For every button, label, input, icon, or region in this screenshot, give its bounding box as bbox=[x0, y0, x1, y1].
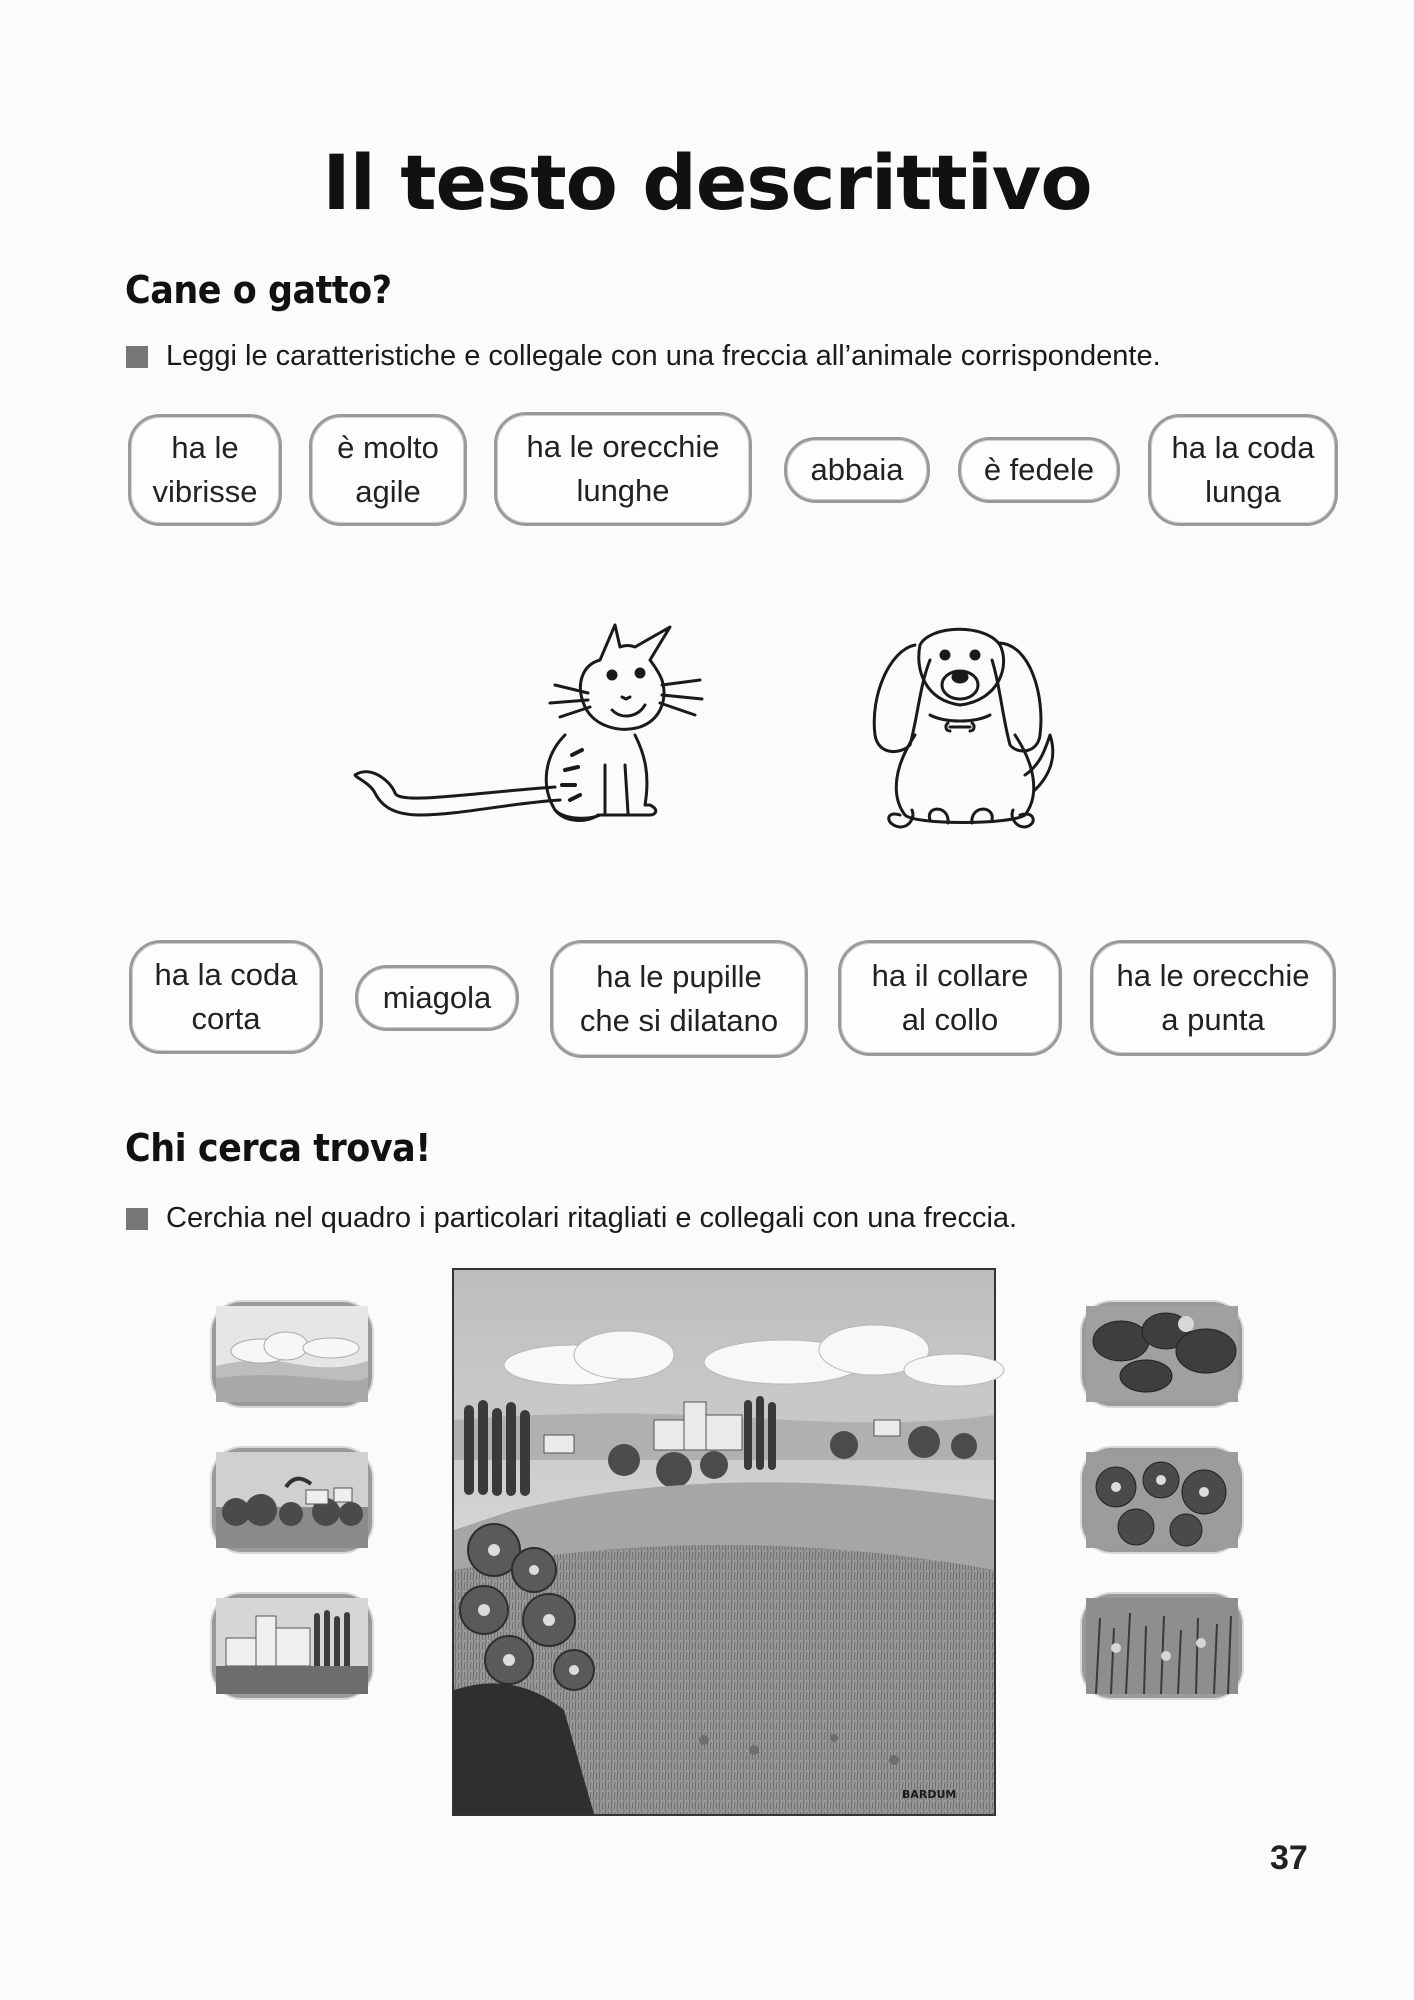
label-box-orecchie-punta[interactable]: ha le orecchie a punta bbox=[1090, 940, 1336, 1056]
dog-illustration bbox=[860, 605, 1080, 835]
instruction-1-text: Leggi le caratteristiche e collegale con una freccia all’animale corrispondente. bbox=[166, 340, 1161, 372]
square-bullet-icon bbox=[126, 1208, 148, 1230]
square-bullet-icon bbox=[126, 346, 148, 368]
instruction-2 bbox=[126, 1202, 1017, 1235]
label-box-vibrisse[interactable]: ha le vibrisse bbox=[128, 414, 282, 526]
label-box-orecchie-lunghe[interactable]: ha le orecchie lunghe bbox=[494, 412, 752, 526]
label-box-pupille[interactable]: ha le pupille che si dilatano bbox=[550, 940, 808, 1058]
detail-thumb-grass[interactable] bbox=[1082, 1594, 1242, 1698]
detail-thumb-clouds[interactable] bbox=[212, 1302, 372, 1406]
detail-thumb-village[interactable] bbox=[212, 1594, 372, 1698]
section-heading-chi-cerca-trova: Chi cerca trova! bbox=[125, 1126, 431, 1170]
label-box-miagola[interactable]: miagola bbox=[355, 965, 519, 1031]
label-box-fedele[interactable]: è fedele bbox=[958, 437, 1120, 503]
label-box-coda-lunga[interactable]: ha la coda lunga bbox=[1148, 414, 1338, 526]
trees-detail-image bbox=[216, 1452, 368, 1548]
instruction-2-text: Cerchia nel quadro i particolari ritagliati e collegali con una freccia. bbox=[166, 1202, 1018, 1234]
painting-signature: BARDUM bbox=[902, 1788, 957, 1801]
section-heading-cane-o-gatto: Cane o gatto? bbox=[125, 268, 392, 312]
landscape-painting-image bbox=[454, 1270, 994, 1814]
clouds-detail-image bbox=[216, 1306, 368, 1402]
page-title: Il testo descrittivo bbox=[322, 138, 1092, 227]
detail-thumb-trees-houses[interactable] bbox=[212, 1448, 372, 1552]
instruction-1 bbox=[126, 340, 1161, 373]
grass-detail-image bbox=[1086, 1598, 1238, 1694]
label-box-abbaia[interactable]: abbaia bbox=[784, 437, 930, 503]
label-box-coda-corta[interactable]: ha la coda corta bbox=[129, 940, 323, 1054]
page-number: 37 bbox=[1270, 1839, 1308, 1877]
label-box-agile[interactable]: è molto agile bbox=[309, 414, 467, 526]
flowers-detail-image bbox=[1086, 1452, 1238, 1548]
label-box-collare[interactable]: ha il collare al collo bbox=[838, 940, 1062, 1056]
landscape-painting[interactable] bbox=[452, 1268, 996, 1816]
detail-thumb-leaves[interactable] bbox=[1082, 1302, 1242, 1406]
detail-thumb-flowers[interactable] bbox=[1082, 1448, 1242, 1552]
leaves-detail-image bbox=[1086, 1306, 1238, 1402]
cat-illustration bbox=[350, 615, 750, 835]
village-detail-image bbox=[216, 1598, 368, 1694]
